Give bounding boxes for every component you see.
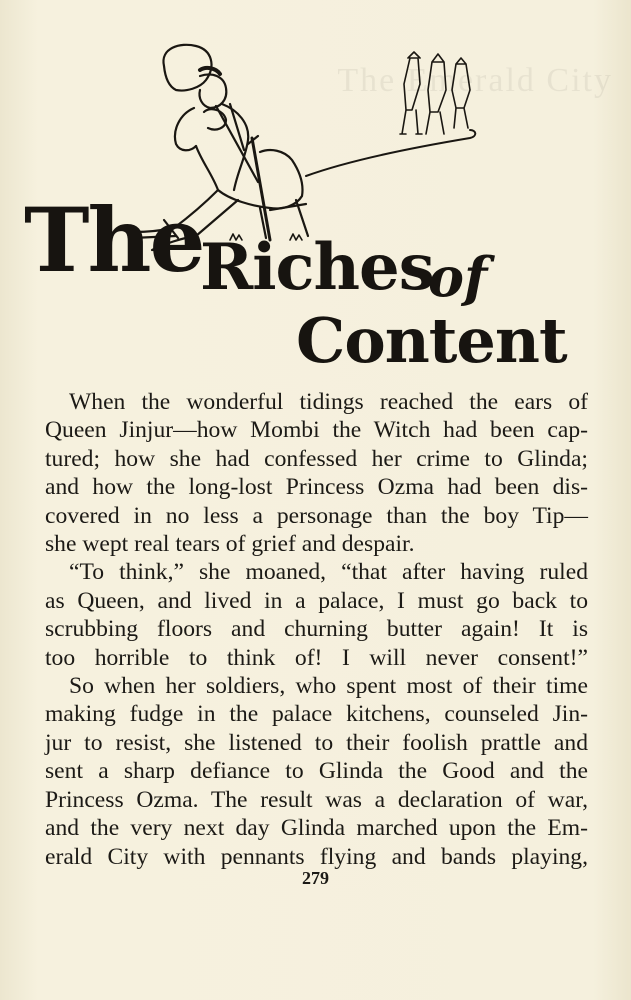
- chapter-title-riches: Riches: [200, 230, 434, 305]
- text-line: making fudge in the palace kitchens, counseled Jin-: [45, 701, 588, 728]
- text-line: jur to resist, she listened to their foolish prattle and: [45, 729, 588, 756]
- show-through-text: The Emerald City: [337, 62, 613, 99]
- text-line: When the wonderful tidings reached the ears of: [69, 389, 588, 415]
- text-line: So when her soldiers, who spent most of their time: [69, 673, 588, 700]
- chapter-title-of: of: [428, 245, 488, 309]
- body-text: [45, 388, 588, 871]
- text-line: erald City with pennants flying and bands playing,: [45, 843, 588, 870]
- text-line: and how the long-lost Princess Ozma had been dis-: [45, 474, 588, 501]
- text-line: scrubbing floors and churning butter again! It is: [45, 616, 588, 643]
- text-line: she wept real tears of grief and despair.: [45, 531, 415, 558]
- chapter-title-content: Content: [296, 304, 567, 377]
- text-line: tured; how she had confessed her crime to Glinda;: [45, 445, 588, 472]
- text-line: and the very next day Glinda marched upon the Em-: [45, 815, 588, 842]
- page-number: 279: [302, 868, 329, 888]
- text-line: sent a sharp defiance to Glinda the Good and the: [45, 758, 588, 785]
- chapter-title-the: The: [24, 188, 204, 292]
- text-line: “To think,” she moaned, “that after having ruled: [69, 559, 588, 586]
- text-line: as Queen, and lived in a palace, I must go back to: [45, 587, 588, 614]
- text-line: too horrible to think of! I will never consent!”: [45, 644, 588, 671]
- text-line: Queen Jinjur—how Mombi the Witch had been cap-: [45, 417, 588, 444]
- text-line: covered in no less a personage than the boy Tip—: [45, 502, 588, 529]
- text-line: Princess Ozma. The result was a declaration of war,: [45, 786, 588, 813]
